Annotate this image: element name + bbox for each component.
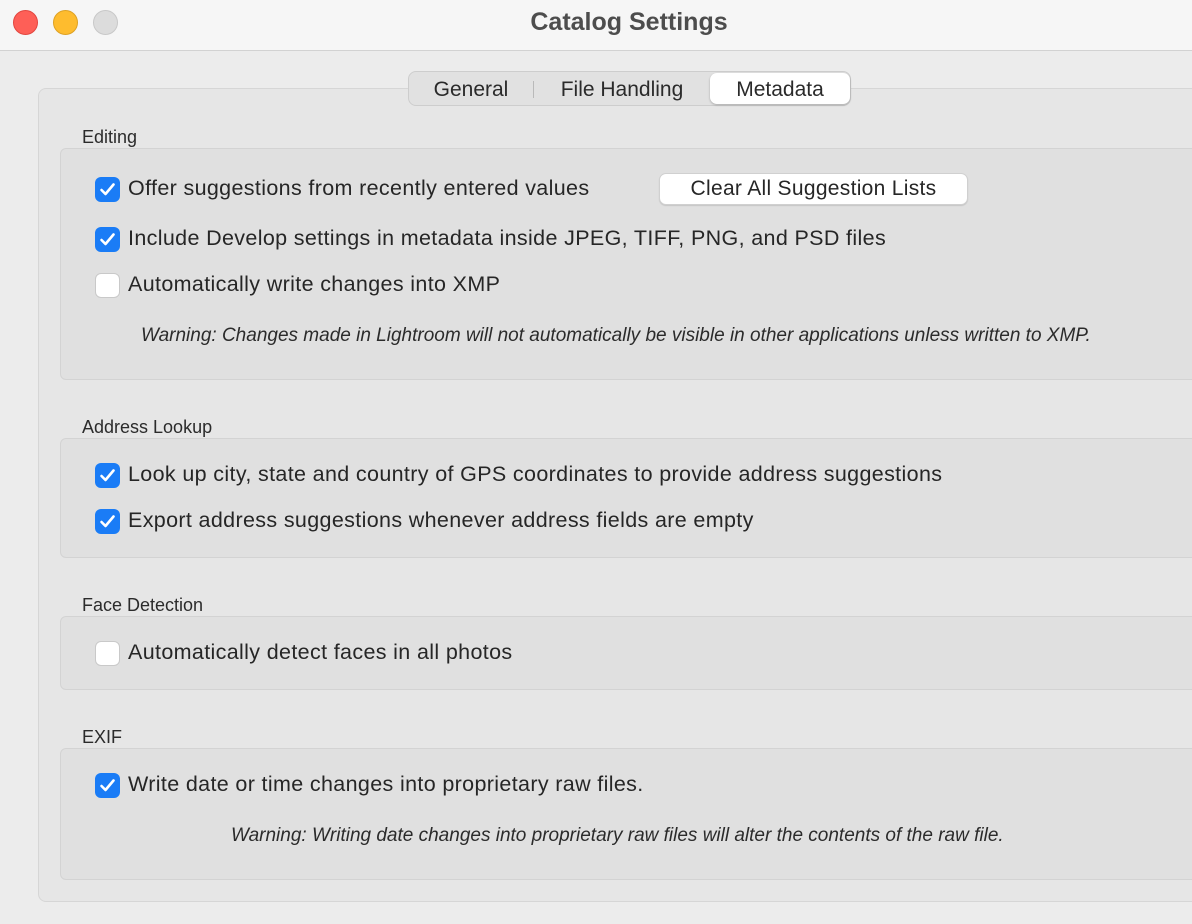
address-lookup-group	[60, 438, 1192, 558]
checkmark-icon	[99, 181, 116, 198]
tab-general[interactable]: General	[433, 78, 509, 101]
lookup-gps-checkbox[interactable]	[95, 463, 120, 488]
tab-metadata[interactable]: Metadata	[710, 73, 850, 104]
tab-divider	[533, 81, 534, 98]
face-detection-section-title: Face Detection	[82, 595, 204, 615]
raw-warning-text: Warning: Writing date changes into proprietary raw files will alter the contents of the raw file.	[231, 825, 1004, 846]
checkmark-icon	[99, 513, 116, 530]
auto-detect-faces-checkbox[interactable]	[95, 641, 120, 666]
tab-bar	[408, 71, 851, 106]
offer-suggestions-checkbox[interactable]	[95, 177, 120, 202]
offer-suggestions-label: Offer suggestions from recently entered values	[128, 176, 590, 200]
clear-all-suggestion-lists-button[interactable]: Clear All Suggestion Lists	[659, 173, 968, 205]
tab-file-handling[interactable]: File Handling	[560, 78, 684, 101]
auto-write-xmp-checkbox[interactable]	[95, 273, 120, 298]
export-suggestions-checkbox[interactable]	[95, 509, 120, 534]
exif-group	[60, 748, 1192, 880]
auto-write-xmp-label: Automatically write changes into XMP	[128, 272, 501, 296]
exif-section-title: EXIF	[82, 727, 123, 747]
export-suggestions-label: Export address suggestions whenever address fields are empty	[128, 508, 754, 532]
checkmark-icon	[99, 231, 116, 248]
editing-section-title: Editing	[82, 127, 138, 147]
write-date-label: Write date or time changes into proprietary raw files.	[128, 772, 644, 796]
checkmark-icon	[99, 467, 116, 484]
window-title: Catalog Settings	[530, 8, 728, 36]
title-bar	[0, 0, 1192, 51]
checkmark-icon	[99, 777, 116, 794]
lookup-gps-label: Look up city, state and country of GPS coordinates to provide address suggestions	[128, 462, 943, 486]
auto-detect-faces-label: Automatically detect faces in all photos	[128, 640, 513, 664]
include-develop-label: Include Develop settings in metadata inside JPEG, TIFF, PNG, and PSD files	[128, 226, 887, 250]
write-date-checkbox[interactable]	[95, 773, 120, 798]
address-lookup-section-title: Address Lookup	[82, 417, 213, 437]
include-develop-checkbox[interactable]	[95, 227, 120, 252]
xmp-warning-text: Warning: Changes made in Lightroom will not automatically be visible in other applications unless written to XMP.	[141, 325, 1091, 346]
